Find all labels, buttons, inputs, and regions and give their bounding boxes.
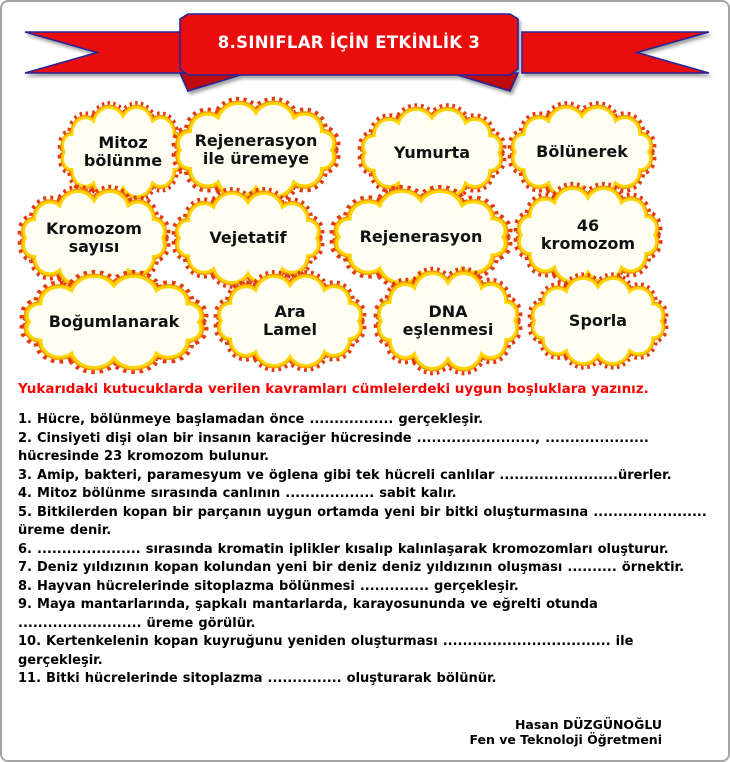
- question-item-8: 8. Hayvan hücrelerinde sitoplazma bölünmesi .............. gerçekleşir.: [18, 578, 519, 594]
- question-item-1: 1. Hücre, bölünmeye başlamadan önce ................. gerçekleşir.: [18, 412, 484, 427]
- bubble-label: 46 kromozom: [540, 216, 636, 253]
- question-item-10: 10. Kertenkelenin kopan kuyruğunu yeniden oluşturması .................................. ile gerçekleşir.: [18, 634, 634, 668]
- signature-block: [469, 718, 662, 747]
- bubble-label: Bölünerek: [536, 142, 628, 162]
- concept-bubble-rejenerasyon: [330, 192, 512, 282]
- bubble-label: Mitoz bölünme: [83, 133, 163, 170]
- instruction-text: Yukarıdaki kutucuklarda verilen kavramları cümlelerdeki uygun boşluklara yazınız.: [18, 381, 649, 397]
- bubble-label: Yumurta: [393, 143, 471, 163]
- bubble-label: Sporla: [568, 311, 628, 331]
- question-item-3: 3. Amip, bakteri, paramesyum ve öglena gibi tek hücreli canlılar ........................ürerler.: [18, 467, 672, 483]
- question-item-6: 6. ..................... sırasında kromatin iplikler kısalıp kalınlaşarak kromozomları oluşturur.: [18, 541, 669, 557]
- question-item-11: 11. Bitki hücrelerinde sitoplazma ............... oluşturarak bölünür.: [18, 671, 497, 686]
- bubble-label: Vejetatif: [209, 228, 287, 248]
- bubble-label: Rejenerasyon ile üremeye: [194, 131, 318, 168]
- concept-bubble-sporla: [528, 279, 668, 363]
- worksheet-title: 8.SINIFLAR İÇİN ETKİNLİK 3: [217, 32, 481, 52]
- concept-bubble-mitoz-bolunme: [58, 108, 188, 196]
- concept-bubble-46-kromozom: [514, 189, 662, 281]
- question-item-7: 7. Deniz yıldızının kopan kolundan yeni bir deniz deniz yıldızının oluşması .......... örnektir.: [18, 560, 685, 575]
- bubble-label: Boğumlanarak: [48, 312, 180, 332]
- concept-bubble-dna-eslenmesi: [374, 274, 522, 368]
- concept-bubble-bogumlanarak: [20, 277, 208, 367]
- concept-bubble-rejenerasyon-ile-uremeye: [172, 104, 340, 196]
- question-item-2: 2. Cinsiyeti dişi olan bir insanın karaciğer hücresinde ........................, ..................... hücresinde 23 kromozom bulunur.: [18, 430, 649, 464]
- concept-bubble-vejetatif: [172, 194, 324, 282]
- bubble-label: DNA eşlenmesi: [402, 302, 494, 339]
- concept-bubble-ara-lamel: [214, 277, 366, 365]
- concept-bubble-yumurta: [358, 110, 506, 196]
- question-item-5: 5. Bitkilerden kopan bir parçanın uygun ortamda yeni bir bitki oluşturmasına ....................... üreme denir.: [18, 504, 707, 538]
- question-item-4: 4. Mitoz bölünme sırasında canlının .................. sabit kalır.: [18, 486, 457, 501]
- bubble-label: Rejenerasyon: [359, 227, 483, 247]
- signature-title: Fen ve Teknoloji Öğretmeni: [469, 731, 662, 747]
- signature-name: Hasan DÜZGÜNOĞLU: [514, 717, 662, 732]
- question-item-9: 9. Maya mantarlarında, şapkalı mantarlarda, karayosununda ve eğrelti otunda ......................... üreme görülür.: [18, 597, 598, 631]
- concept-bubble-bolunerek: [508, 108, 656, 196]
- question-list: [18, 411, 720, 689]
- bubble-label: Kromozom sayısı: [46, 219, 142, 256]
- bubble-label: Ara Lamel: [263, 302, 317, 339]
